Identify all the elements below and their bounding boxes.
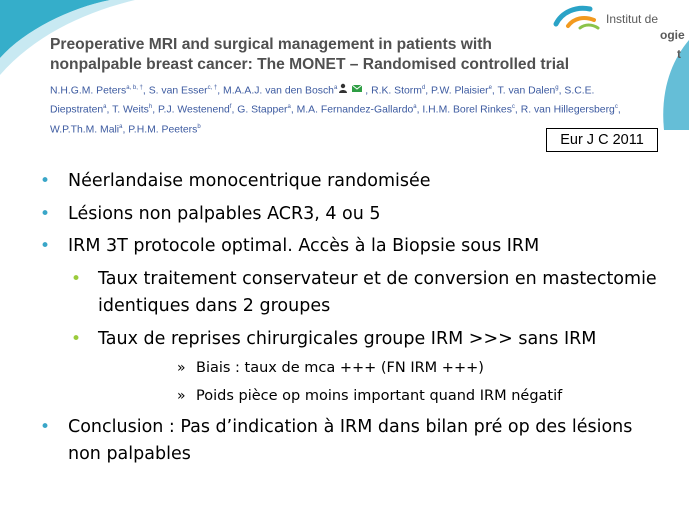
citation-text: Eur J C 2011	[560, 132, 644, 148]
author-name: W.P.Th.M. Mali	[50, 124, 120, 136]
author-name: I.H.M. Borel Rinkes	[422, 104, 512, 116]
author-name: S. van Esser	[148, 85, 208, 97]
bullet-text: IRM 3T protocole optimal. Accès à la Biopsie sous IRM	[68, 236, 540, 256]
paper-authors: N.H.G.M. Peters$^{a, b, \dagger}$, S. van Esser$^{c, \dagger}$, M.A.A.J. van den Bosch$^a$ , R.K. Storm$^d$, P.W. Plaisier$^e$, T. van Dalen$^g$, S.C.E. Diepstraten$^a$, T. Weits$^h$, P.J. Westenend$^f$, G. Stapper$^a$, M.A. Fernandez-Gallardo$^a$, I.H.M. Borel Rinkes$^c$, R. van Hillegersberg$^c$, W.P.Th.M. Mali$^a$, P.H.M. Peeters$^b$	[50, 80, 650, 138]
author-name: T. van Dalen	[497, 85, 556, 97]
bullet-item	[40, 414, 658, 468]
author-name: P.J. Westenend	[157, 104, 230, 116]
author-affiliation: c	[511, 104, 515, 111]
author-name: M.A. Fernandez-Gallardo	[296, 104, 414, 116]
author-name: R.K. Storm	[371, 85, 422, 97]
author-name: T. Weits	[112, 104, 149, 116]
bullet-text: Taux traitement conservateur et de conversion en mastectomie identiques dans 2 groupes	[98, 269, 657, 316]
bullet-text: Biais : taux de mca +++ (FN IRM +++)	[196, 360, 484, 376]
institut-logo-text-line3	[677, 47, 681, 61]
logo-line2: ogie	[660, 28, 685, 42]
bullet-text: Conclusion : Pas d’indication à IRM dans bilan pré op des lésions non palpables	[68, 417, 633, 464]
bullet-dot-icon: •	[40, 417, 51, 437]
author-affiliation: d	[421, 85, 426, 91]
logo-line1: Institut de	[606, 12, 659, 26]
bullet-text: Poids pièce op moins important quand IRM négatif	[196, 388, 563, 404]
bullet-text: Lésions non palpables ACR3, 4 ou 5	[68, 204, 381, 224]
author-name: G. Stapper	[237, 104, 288, 116]
bullet-text: Néerlandaise monocentrique randomisée	[68, 171, 431, 191]
author-affiliation: c, †	[207, 85, 218, 91]
author-affiliation: a, b, †	[126, 85, 143, 91]
person-mail-icon	[339, 83, 363, 99]
bullet-dot-icon: •	[40, 204, 51, 224]
author-name: M.A.A.J. van den Bosch	[223, 85, 334, 97]
bullet-dot-icon: •	[40, 236, 51, 256]
author-affiliation: e	[488, 85, 492, 91]
author-affiliation: h	[148, 104, 153, 111]
author-affiliation: f	[229, 104, 232, 111]
institut-logo-text	[606, 12, 658, 26]
bullet-dot-icon: •	[71, 269, 82, 289]
author-affiliation: a	[413, 104, 417, 111]
citation-box	[546, 128, 658, 152]
author-affiliation: b	[197, 123, 201, 130]
bullet-item	[40, 233, 658, 260]
bullet-text: Taux de reprises chirurgicales groupe IRM >>> sans IRM	[98, 329, 597, 349]
bullet-item	[40, 201, 658, 228]
sub-sub-bullet-item	[177, 356, 646, 380]
paper-title	[50, 35, 630, 75]
institut-logo-text-line2	[660, 28, 685, 42]
chevron-right-icon: »	[177, 360, 186, 376]
author-name: S.C.E. Diepstraten	[50, 85, 595, 116]
paper-title-line2: nonpalpable breast cancer: The MONET – Randomised controlled trial	[50, 56, 570, 73]
author-affiliation: a	[333, 85, 338, 91]
paper-title-line1: Preoperative MRI and surgical management in patients with	[50, 36, 492, 53]
logo-line3: t	[677, 47, 681, 61]
bullet-dot-icon: •	[40, 171, 51, 191]
author-name: N.H.G.M. Peters	[50, 85, 127, 97]
author-name: R. van Hillegersberg	[520, 104, 615, 116]
sub-sub-bullet-item	[177, 384, 646, 408]
chevron-right-icon: »	[177, 388, 186, 404]
author-affiliation: g	[555, 85, 559, 91]
author-affiliation: c	[614, 104, 618, 111]
author-affiliation: a	[103, 104, 107, 111]
sub-bullet-item	[71, 326, 658, 353]
sub-bullet-item	[71, 266, 658, 320]
bullet-dot-icon: •	[71, 329, 82, 349]
author-name: P.H.M. Peeters	[128, 124, 198, 136]
author-affiliation: a	[119, 123, 123, 130]
author-affiliation: a	[287, 104, 291, 111]
author-name: P.W. Plaisier	[431, 85, 489, 97]
institut-logo-icon	[556, 8, 598, 28]
bullet-item	[40, 168, 658, 195]
